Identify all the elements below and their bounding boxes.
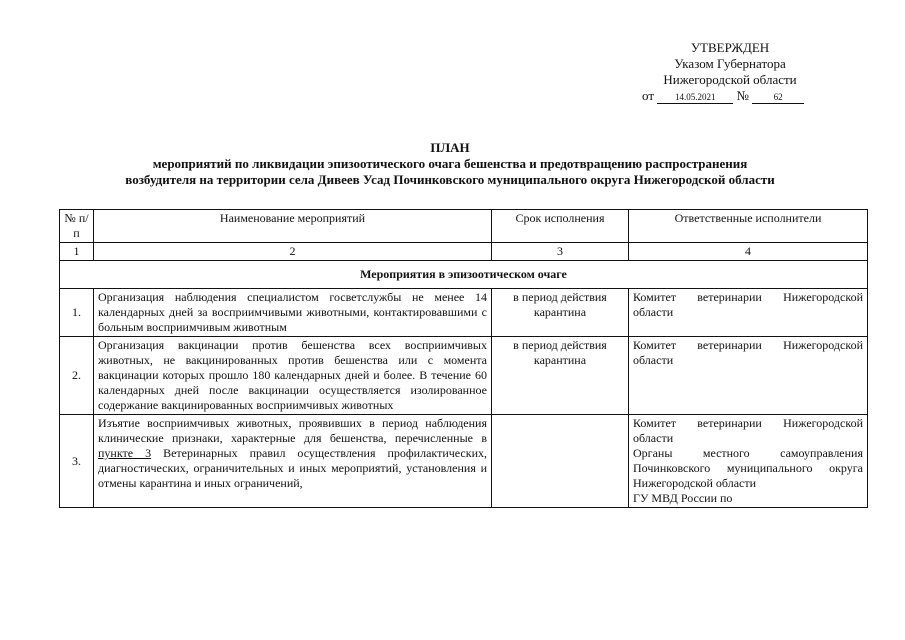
plan-heading: ПЛАН xyxy=(430,140,470,155)
document-title xyxy=(40,140,860,188)
column-number-row xyxy=(60,243,868,261)
row-deadline xyxy=(492,415,629,508)
row-number: 3. xyxy=(60,415,94,508)
plan-table xyxy=(59,209,868,508)
plan-subtitle-line2: возбудителя на территории села Дивеев Усад Починковского муниципального округа Нижегородской области xyxy=(125,172,775,187)
row-name: Организация наблюдения специалистом госветслужбы не менее 14 календарных дней за восприимчивыми животными, контактировавшими с больным восприимчивым животным xyxy=(94,289,492,337)
approval-number: 62 xyxy=(752,91,804,104)
table-row xyxy=(60,289,868,337)
responsible-entry: Органы местного самоуправления Починковского муниципального округа Нижегородской области xyxy=(633,446,863,490)
approval-status: УТВЕРЖДЕН xyxy=(690,40,770,55)
header-name: Наименование мероприятий xyxy=(94,210,492,243)
approval-region: Нижегородской области xyxy=(663,72,797,87)
section-row xyxy=(60,261,868,289)
row-responsible: Комитет ветеринарии Нижегородской области xyxy=(629,289,868,337)
row-name xyxy=(94,415,492,508)
header-number: № п/п xyxy=(60,210,94,243)
row-number: 2. xyxy=(60,337,94,415)
column-number: 2 xyxy=(94,243,492,261)
date-prefix: от xyxy=(642,88,655,103)
row-number: 1. xyxy=(60,289,94,337)
row-responsible xyxy=(629,415,868,508)
header-row xyxy=(60,210,868,243)
row-responsible: Комитет ветеринарии Нижегородской области xyxy=(629,337,868,415)
responsible-entry: Комитет ветеринарии Нижегородской области xyxy=(633,416,863,445)
row-deadline: в период действия карантина xyxy=(492,289,629,337)
table-row xyxy=(60,415,868,508)
row-name: Организация вакцинации против бешенства всех восприимчивых животных, не вакцинированных против бешенства или с момента вакцинации которых прошло 180 календарных дней и более. В течение 60 календарных дней после вакцинации осуществляется изолированное содержание вакцинированных восприимчивых животных xyxy=(94,337,492,415)
approval-date: 14.05.2021 xyxy=(657,91,733,104)
column-number: 4 xyxy=(629,243,868,261)
responsible-entry: ГУ МВД России по xyxy=(633,491,733,505)
column-number: 1 xyxy=(60,243,94,261)
approval-decree: Указом Губернатора xyxy=(674,56,786,71)
rules-reference-link[interactable]: пункте 3 xyxy=(98,446,152,460)
approval-date-line xyxy=(600,88,860,104)
column-number: 3 xyxy=(492,243,629,261)
section-title: Мероприятия в эпизоотическом очаге xyxy=(60,261,868,289)
plan-subtitle-line1: мероприятий по ликвидации эпизоотического очага бешенства и предотвращению распространения xyxy=(152,156,748,171)
number-prefix: № xyxy=(736,88,749,103)
table-row xyxy=(60,337,868,415)
approval-block xyxy=(600,40,860,104)
row-name-text: Ветеринарных правил осуществления профилактических, диагностических, ограничительных и иных мероприятий, установления и отмены карантина и иных ограничений, xyxy=(98,446,487,490)
row-name-text: Изъятие восприимчивых животных, проявивших в период наблюдения клинические признаки, характерные для бешенства, перечисленные в xyxy=(98,416,487,445)
header-deadline: Срок исполнения xyxy=(492,210,629,243)
header-responsible: Ответственные исполнители xyxy=(629,210,868,243)
row-deadline: в период действия карантина xyxy=(492,337,629,415)
